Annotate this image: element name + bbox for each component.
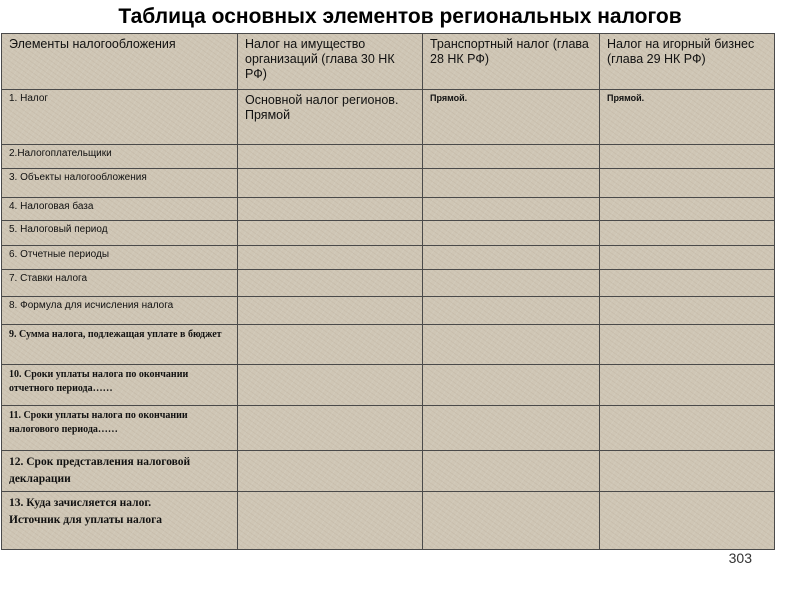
cell-transport-tax — [423, 145, 600, 169]
row-label: 7. Ставки налога — [2, 270, 238, 297]
row-label: 10. Сроки уплаты налога по окончании отчетного периода…… — [2, 365, 238, 406]
row-label: 9. Сумма налога, подлежащая уплате в бюджет — [2, 325, 238, 365]
cell-gambling-tax — [600, 270, 775, 297]
cell-gambling-tax — [600, 169, 775, 198]
cell-property-tax: Основной налог регионов. Прямой — [238, 90, 423, 145]
table-row — [2, 270, 775, 297]
cell-transport-tax — [423, 246, 600, 270]
cell-property-tax — [238, 325, 423, 365]
cell-transport-tax — [423, 297, 600, 325]
table-row — [2, 246, 775, 270]
table-row — [2, 90, 775, 145]
cell-property-tax — [238, 246, 423, 270]
row-label: 13. Куда зачисляется налог. Источник для уплаты налога — [2, 492, 238, 550]
table-row — [2, 406, 775, 451]
cell-property-tax — [238, 297, 423, 325]
cell-property-tax — [238, 406, 423, 451]
row-label: 11. Сроки уплаты налога по окончании налогового периода…… — [2, 406, 238, 451]
cell-gambling-tax — [600, 145, 775, 169]
cell-gambling-tax — [600, 246, 775, 270]
cell-gambling-tax — [600, 325, 775, 365]
page-number: 303 — [728, 550, 752, 566]
row-label: 1. Налог — [2, 90, 238, 145]
cell-gambling-tax — [600, 297, 775, 325]
cell-gambling-tax — [600, 365, 775, 406]
cell-property-tax — [238, 492, 423, 550]
row-label: 5. Налоговый период — [2, 221, 238, 246]
row-label: 2.Налогоплательщики — [2, 145, 238, 169]
cell-property-tax — [238, 169, 423, 198]
table-row — [2, 365, 775, 406]
row-label: 3. Объекты налогообложения — [2, 169, 238, 198]
cell-gambling-tax: Прямой. — [600, 90, 775, 145]
table-header-row — [2, 34, 775, 90]
header-property-tax: Налог на имущество организаций (глава 30 НК РФ) — [238, 34, 423, 90]
cell-transport-tax — [423, 325, 600, 365]
table-row — [2, 451, 775, 492]
header-gambling-tax: Налог на игорный бизнес (глава 29 НК РФ) — [600, 34, 775, 90]
cell-transport-tax — [423, 169, 600, 198]
cell-transport-tax — [423, 270, 600, 297]
header-transport-tax: Транспортный налог (глава 28 НК РФ) — [423, 34, 600, 90]
row-label: 8. Формула для исчисления налога — [2, 297, 238, 325]
cell-transport-tax — [423, 492, 600, 550]
page-title: Таблица основных элементов региональных налогов — [118, 5, 682, 28]
cell-property-tax — [238, 145, 423, 169]
table-row — [2, 492, 775, 550]
cell-gambling-tax — [600, 492, 775, 550]
cell-gambling-tax — [600, 451, 775, 492]
cell-property-tax — [238, 270, 423, 297]
cell-property-tax — [238, 198, 423, 221]
table-row — [2, 198, 775, 221]
row-label: 4. Налоговая база — [2, 198, 238, 221]
cell-property-tax — [238, 221, 423, 246]
table-row — [2, 221, 775, 246]
cell-transport-tax — [423, 451, 600, 492]
cell-gambling-tax — [600, 406, 775, 451]
cell-property-tax — [238, 451, 423, 492]
cell-transport-tax — [423, 365, 600, 406]
row-label: 6. Отчетные периоды — [2, 246, 238, 270]
cell-transport-tax: Прямой. — [423, 90, 600, 145]
cell-transport-tax — [423, 406, 600, 451]
cell-gambling-tax — [600, 221, 775, 246]
regional-taxes-table — [1, 33, 775, 550]
row-label: 12. Срок представления налоговой декларации — [2, 451, 238, 492]
header-elements: Элементы налогообложения — [2, 34, 238, 90]
table-row — [2, 145, 775, 169]
cell-transport-tax — [423, 198, 600, 221]
cell-transport-tax — [423, 221, 600, 246]
table-row — [2, 297, 775, 325]
table-row — [2, 325, 775, 365]
table-row — [2, 169, 775, 198]
cell-property-tax — [238, 365, 423, 406]
cell-gambling-tax — [600, 198, 775, 221]
